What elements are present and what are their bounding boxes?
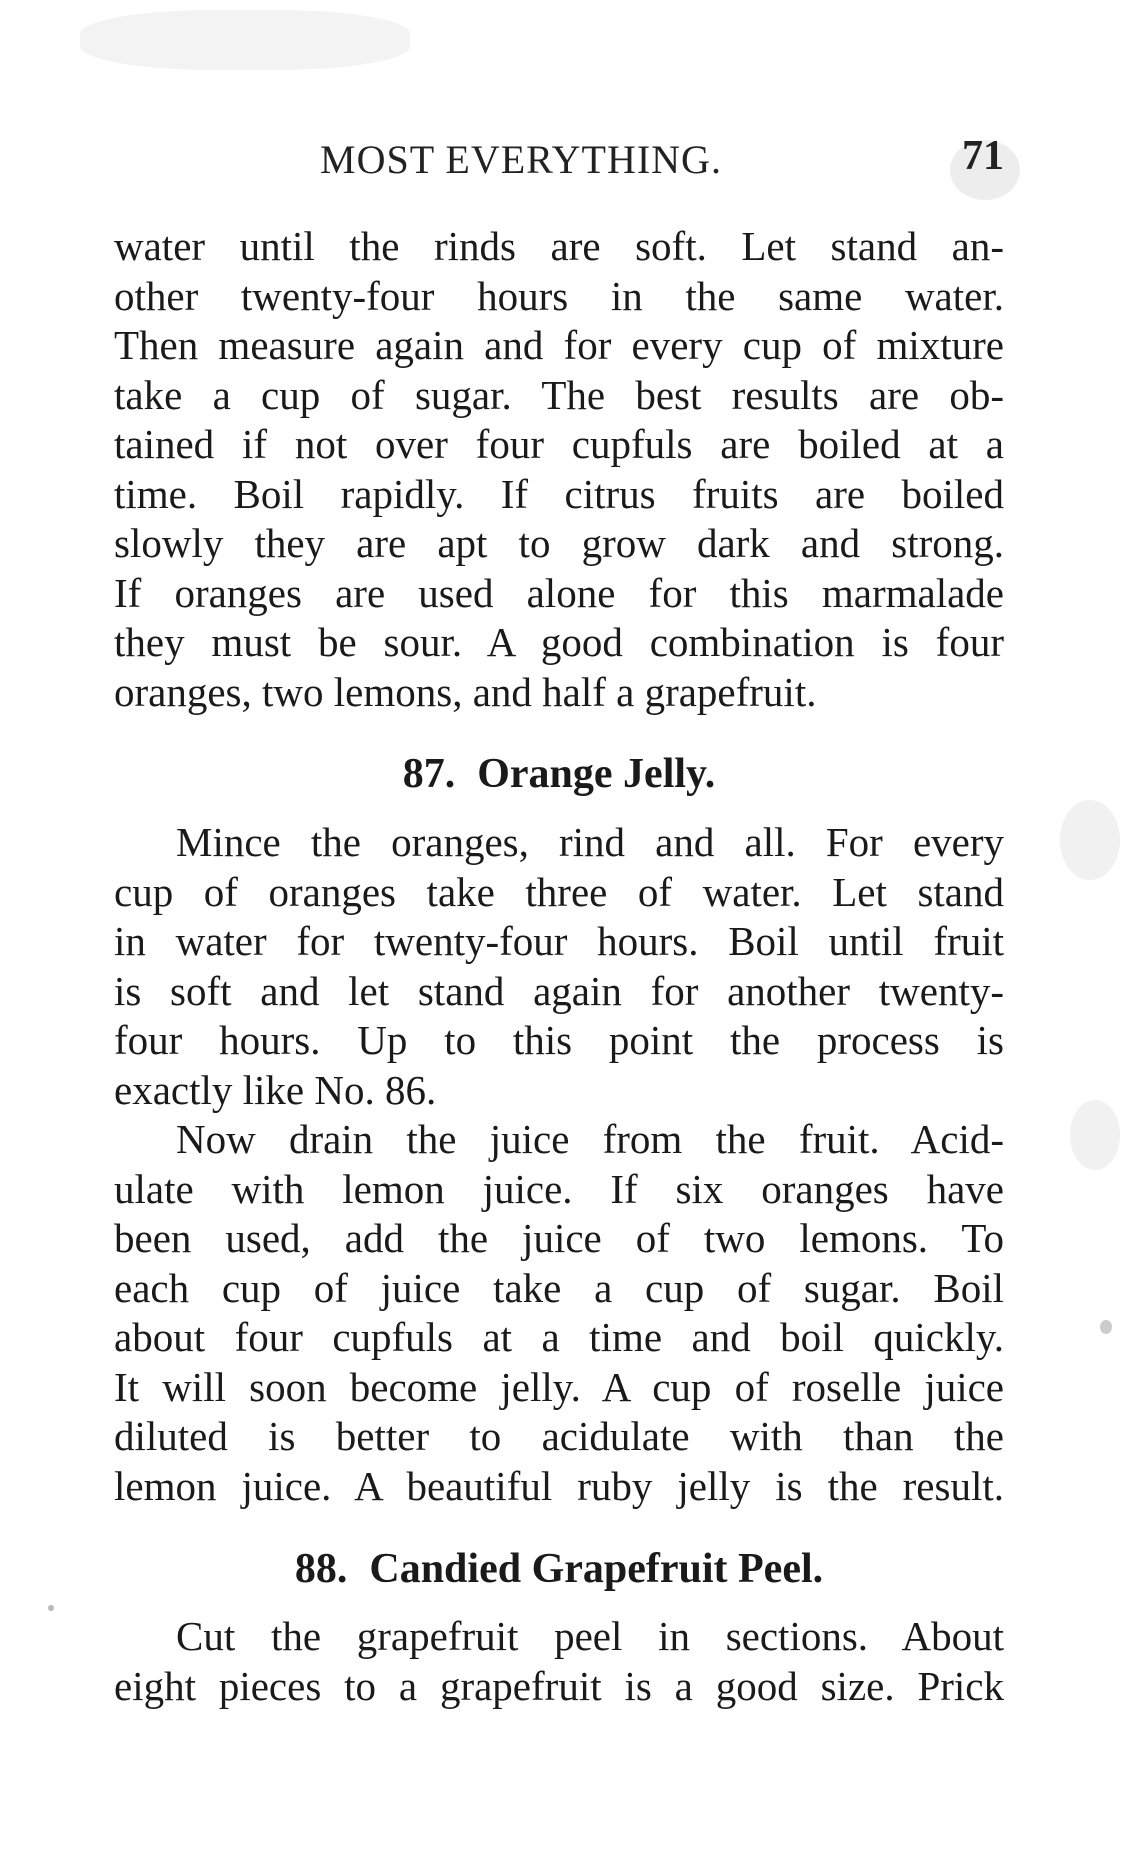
- text-line: Then measure again and for every cup of mixture: [114, 322, 1004, 368]
- paragraph-orange-jelly-1: [114, 818, 1004, 1115]
- text-line: they must be sour. A good combination is four: [114, 619, 1004, 665]
- section-title: Orange Jelly.: [477, 751, 716, 797]
- section-heading-87: [114, 750, 1004, 798]
- text-line: is soft and let stand again for another twenty-: [114, 967, 1004, 1014]
- paragraph-marmalade-continued: [114, 222, 1004, 717]
- text-line: It will soon become jelly. A cup of roselle juice: [114, 1363, 1004, 1410]
- text-line: If oranges are used alone for this marmalade: [114, 569, 1004, 616]
- print-speckle: [80, 10, 410, 70]
- text-line: take a cup of sugar. The best results are ob-: [114, 371, 1004, 418]
- text-line: tained if not over four cupfuls are boiled at a: [114, 421, 1004, 467]
- text-line: been used, add the juice of two lemons. To: [114, 1215, 1004, 1261]
- text-line: lemon juice. A beautiful ruby jelly is the result.: [114, 1462, 1004, 1509]
- section-heading-88: [114, 1545, 1004, 1593]
- text-line: Now drain the juice from the fruit. Acid-: [176, 1116, 1004, 1162]
- text-line: slowly they are apt to grow dark and strong.: [114, 520, 1004, 566]
- text-line: cup of oranges take three of water. Let stand: [114, 868, 1004, 915]
- paragraph-candied-peel: [114, 1612, 1004, 1711]
- text-line: each cup of juice take a cup of sugar. Boil: [114, 1264, 1004, 1311]
- text-line: Mince the oranges, rind and all. For every: [176, 819, 1004, 865]
- text-line: eight pieces to a grapefruit is a good size. Prick: [114, 1662, 1004, 1709]
- print-speckle: [1100, 1320, 1112, 1334]
- text-line: four hours. Up to this point the process is: [114, 1017, 1004, 1063]
- text-line: time. Boil rapidly. If citrus fruits are boiled: [114, 470, 1004, 517]
- section-title: Candied Grapefruit Peel.: [369, 1546, 824, 1592]
- text-line: oranges, two lemons, and half a grapefruit.: [114, 668, 817, 715]
- text-line: exactly like No. 86.: [114, 1066, 437, 1113]
- text-line: in water for twenty-four hours. Boil until fruit: [114, 918, 1004, 964]
- text-line: Cut the grapefruit peel in sections. About: [176, 1613, 1004, 1659]
- section-number: 87.: [402, 751, 456, 797]
- running-head: MOST EVERYTHING.: [320, 137, 722, 182]
- text-line: other twenty-four hours in the same water.: [114, 272, 1004, 319]
- text-line: ulate with lemon juice. If six oranges have: [114, 1165, 1004, 1212]
- section-number: 88.: [294, 1546, 348, 1592]
- print-speckle: [48, 1605, 54, 1611]
- page-number: 71: [962, 133, 1004, 179]
- text-line: diluted is better to acidulate with than the: [114, 1413, 1004, 1459]
- print-speckle: [1070, 1100, 1120, 1170]
- print-speckle: [1060, 800, 1120, 880]
- paragraph-orange-jelly-2: [114, 1115, 1004, 1511]
- text-line: water until the rinds are soft. Let stand an-: [114, 223, 1004, 269]
- text-line: about four cupfuls at a time and boil quickly.: [114, 1314, 1004, 1360]
